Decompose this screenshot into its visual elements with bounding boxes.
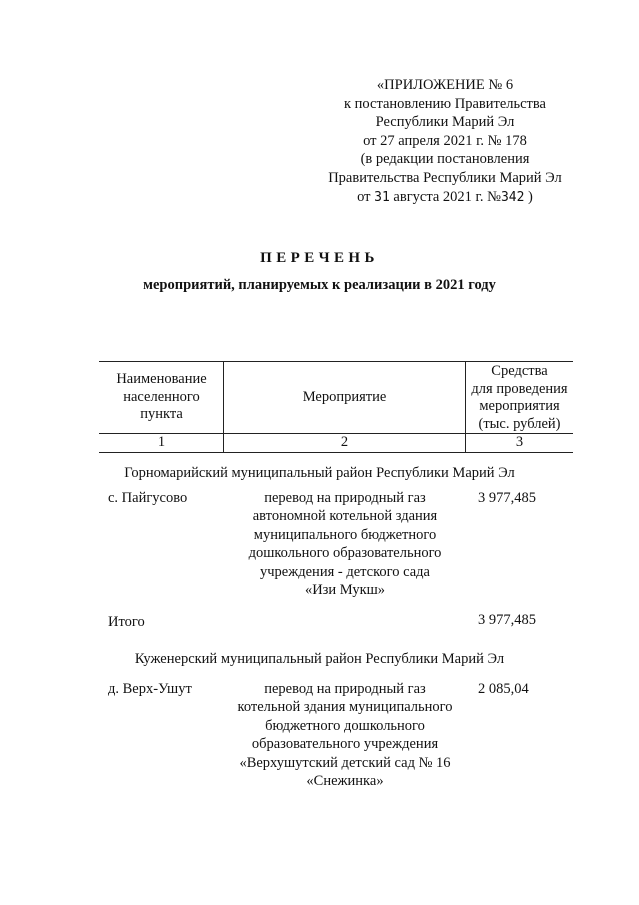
activity-line: автономной котельной здания: [252, 508, 438, 525]
section-title: Горномарийский муниципальный район Республики Марий Эл: [124, 465, 515, 481]
column-number: 2: [340, 434, 349, 450]
funding-amount: 2 085,04: [478, 681, 529, 697]
appendix-line: к постановлению Правительства: [344, 95, 546, 112]
handwritten-day: 31: [374, 189, 390, 205]
settlement-name: д. Верх-Ушут: [108, 681, 192, 697]
column-number: 1: [157, 434, 166, 450]
handwritten-number: 342: [500, 189, 525, 205]
header-funds: [466, 363, 573, 433]
activity-line: «Изи Мукш»: [304, 582, 386, 599]
appendix-line: «ПРИЛОЖЕНИЕ № 6: [376, 77, 514, 93]
appendix-line: от 27 апреля 2021 г. № 178: [363, 132, 527, 149]
activity-line: бюджетного дошкольного: [265, 717, 425, 734]
header-text: населенного: [123, 388, 200, 405]
appendix-line: Правительства Республики Марий Эл: [328, 169, 562, 186]
activity-line: «Снежинка»: [306, 773, 384, 790]
activity-description: [226, 489, 464, 599]
table-top-border: [99, 361, 573, 362]
activity-description: [226, 680, 464, 790]
header-text: Наименование: [116, 371, 207, 387]
activity-line: образовательного учреждения: [251, 736, 439, 753]
header-activity: [224, 389, 465, 407]
appendix-edition-date-line: [300, 188, 590, 208]
total-amount: 3 977,485: [478, 612, 536, 628]
document-title: ПЕРЕЧЕНЬ: [260, 250, 379, 266]
activity-line: дошкольного образовательного: [248, 545, 442, 562]
activity-line: муниципального бюджетного: [253, 526, 437, 543]
appendix-closing-paren: ): [528, 188, 533, 205]
appendix-from-prefix: от: [357, 188, 371, 205]
activity-line: учреждения - детского сада: [260, 563, 430, 580]
document-subtitle: мероприятий, планируемых к реализации в 2021 году: [143, 277, 496, 293]
activity-line: перевод на природный газ: [264, 490, 426, 506]
column-number: 3: [515, 434, 524, 450]
activity-line: перевод на природный газ: [264, 681, 426, 697]
total-label: Итого: [108, 614, 145, 630]
header-text: мероприятия: [479, 398, 560, 415]
table-numbers-bottom-border: [99, 452, 573, 453]
header-text: Средства: [491, 363, 548, 379]
header-text: Мероприятие: [302, 389, 387, 405]
header-settlement: [100, 371, 223, 424]
appendix-month-year: августа 2021 г. №: [393, 188, 501, 205]
activity-line: котельной здания муниципального: [237, 699, 453, 716]
funding-amount: 3 977,485: [478, 490, 536, 506]
appendix-header: [300, 76, 590, 207]
activity-line: «Верхушутский детский сад № 16: [239, 754, 451, 771]
appendix-line: (в редакции постановления: [360, 151, 530, 168]
header-text: для проведения: [471, 380, 568, 397]
settlement-name: с. Пайгусово: [108, 490, 188, 506]
header-text: пункта: [140, 406, 183, 423]
appendix-line: Республики Марий Эл: [375, 114, 515, 131]
section-title: Куженерский муниципальный район Республики Марий Эл: [134, 651, 505, 667]
header-text: (тыс. рублей): [478, 415, 561, 432]
